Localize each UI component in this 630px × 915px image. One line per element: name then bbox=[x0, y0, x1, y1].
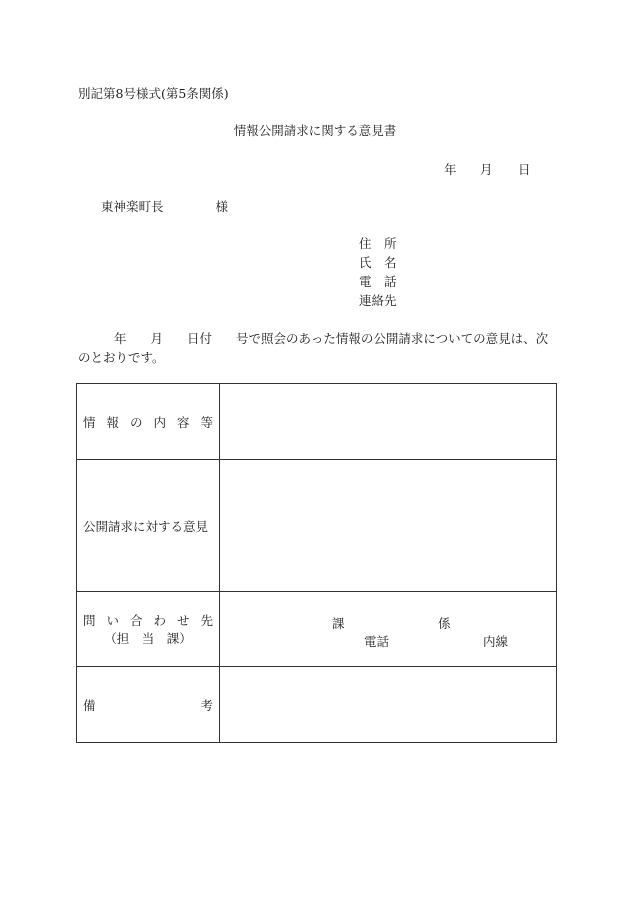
section-label: 課 bbox=[332, 616, 345, 631]
body-year: 年 bbox=[114, 331, 127, 346]
sender-address-label: 住 所 bbox=[359, 236, 397, 251]
body-day-dated: 日付 bbox=[187, 331, 213, 346]
row-label-cell bbox=[77, 667, 220, 743]
date-month: 月 bbox=[480, 162, 493, 177]
remarks-label-left: 備 bbox=[83, 697, 96, 713]
subsection-label: 係 bbox=[438, 616, 451, 631]
contact-label: 問い合わせ先 bbox=[83, 613, 213, 628]
contact-field[interactable] bbox=[220, 592, 557, 667]
addressee-honorific: 様 bbox=[215, 199, 229, 214]
phone-label: 電話 bbox=[364, 634, 390, 649]
body-text: 号で照会のあった情報の公開請求についての意見は、次のとおりです。 bbox=[78, 331, 549, 365]
info-content-label: 情報の内容等 bbox=[83, 414, 213, 430]
date-line bbox=[444, 160, 531, 178]
remarks-label bbox=[83, 696, 213, 714]
table-row-opinion bbox=[77, 460, 557, 592]
opinion-label: 公開請求に対する意見 bbox=[83, 518, 209, 534]
body-month: 月 bbox=[150, 331, 164, 346]
remarks-label-right: 考 bbox=[200, 697, 213, 713]
remarks-field[interactable] bbox=[220, 667, 557, 743]
addressee-name: 東神楽町長 bbox=[101, 199, 164, 214]
table-row-contact bbox=[77, 592, 557, 667]
form-number-label: 別記第8号様式(第5条関係) bbox=[78, 86, 229, 101]
sender-name-label: 氏 名 bbox=[359, 255, 397, 270]
date-year: 年 bbox=[444, 162, 457, 177]
opinion-field[interactable] bbox=[220, 460, 557, 592]
body-paragraph bbox=[78, 329, 552, 367]
opinion-table bbox=[76, 383, 557, 743]
sender-block bbox=[359, 234, 395, 310]
sender-contact-label: 連絡先 bbox=[359, 293, 397, 308]
table-row-content bbox=[77, 384, 557, 460]
date-day: 日 bbox=[518, 162, 531, 177]
info-content-field[interactable] bbox=[220, 384, 557, 460]
row-label-cell bbox=[77, 592, 220, 667]
department-label: （担 当 課） bbox=[104, 631, 192, 646]
table-row-remarks bbox=[77, 667, 557, 743]
document-title: 情報公開請求に関する意見書 bbox=[233, 123, 397, 138]
row-label-cell bbox=[77, 384, 220, 460]
row-label-cell bbox=[77, 460, 220, 592]
sender-phone-label: 電 話 bbox=[359, 274, 397, 289]
extension-label: 内線 bbox=[483, 634, 509, 649]
addressee bbox=[101, 197, 228, 215]
